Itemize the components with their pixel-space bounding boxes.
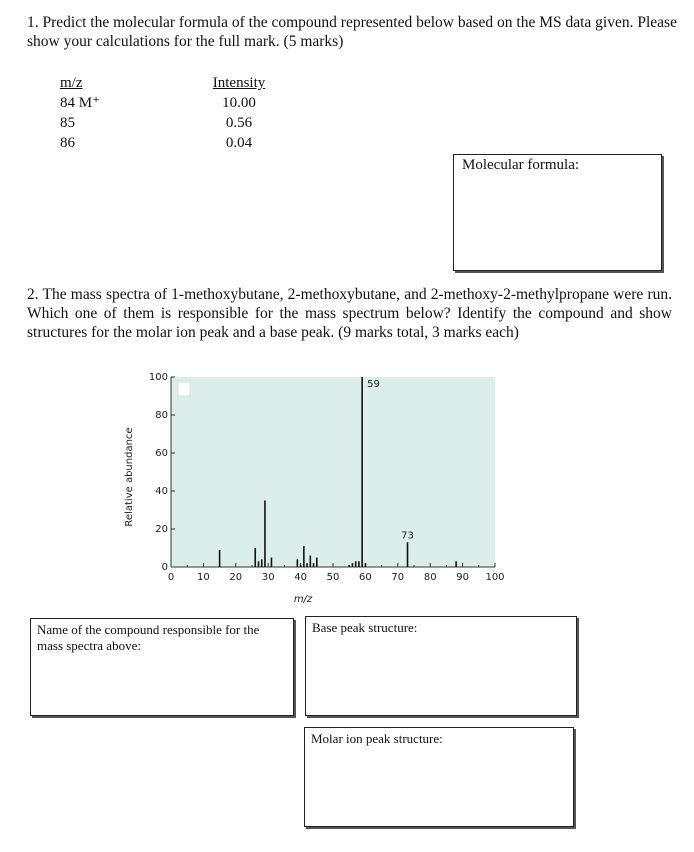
y-tick-label: 40 <box>155 486 168 497</box>
question-1-text: 1. Predict the molecular formula of the compound represented below based on the MS data given. Please show your calculations for the full mark. (5 marks) <box>27 14 677 50</box>
compound-name-label: Name of the compound responsible for the mass spectra above: <box>37 622 260 653</box>
peak-label: 59 <box>367 379 380 390</box>
x-tick-label: 70 <box>391 572 405 583</box>
molecular-formula-answer-box[interactable] <box>453 154 662 271</box>
compound-name-answer-box[interactable] <box>30 618 294 716</box>
legend-swatch <box>178 382 190 396</box>
y-tick-label: 80 <box>155 410 168 421</box>
x-tick-label: 50 <box>326 572 340 583</box>
y-tick-label: 60 <box>155 448 168 459</box>
peak-label: 73 <box>401 530 414 542</box>
mass-spectrum-svg <box>118 362 518 612</box>
x-tick-label: 10 <box>197 572 210 583</box>
mz-cell: 86 <box>60 135 75 151</box>
y-tick-label: 100 <box>148 372 168 383</box>
x-tick-label: 20 <box>229 572 243 583</box>
intensity-cell: 0.56 <box>225 115 253 131</box>
base-peak-answer-box[interactable] <box>305 616 577 716</box>
y-tick-label: 20 <box>155 524 168 535</box>
mass-spectrum-chart <box>118 362 518 612</box>
x-tick-label: 60 <box>359 572 372 583</box>
molecular-formula-label: Molecular formula: <box>462 157 580 173</box>
base-peak-label: Base peak structure: <box>312 620 418 635</box>
mz-cell: 84 M⁺ <box>60 95 101 111</box>
mz-header: m/z <box>60 75 83 91</box>
x-tick-label: 100 <box>485 572 505 583</box>
mz-column <box>60 74 140 153</box>
intensity-column <box>204 74 274 153</box>
x-axis-title: m/z <box>293 594 313 605</box>
x-tick-label: 30 <box>261 572 275 583</box>
x-tick-label: 80 <box>423 572 437 583</box>
y-tick-label: 0 <box>161 562 168 573</box>
x-tick-label: 40 <box>294 572 307 583</box>
molar-ion-label: Molar ion peak structure: <box>311 731 443 746</box>
plot-background <box>171 377 495 567</box>
molar-ion-answer-box[interactable] <box>304 727 574 827</box>
mz-cell: 85 <box>60 115 75 131</box>
intensity-cell: 10.00 <box>222 95 256 111</box>
intensity-cell: 0.04 <box>225 135 253 151</box>
x-tick-label: 90 <box>456 572 469 583</box>
x-tick-label: 0 <box>167 572 175 583</box>
question-2-text: 2. The mass spectra of 1-methoxybutane, 2-methoxybutane, and 2-methoxy-2-methylpropane were run. Which one of them is responsible for the mass spectrum below? Identify the compound and show structures for the molar ion peak and a base peak. (9 marks total, 3 marks each) <box>27 286 672 341</box>
y-axis-title: Relative abundance <box>124 427 135 527</box>
intensity-header: Intensity <box>212 75 266 91</box>
